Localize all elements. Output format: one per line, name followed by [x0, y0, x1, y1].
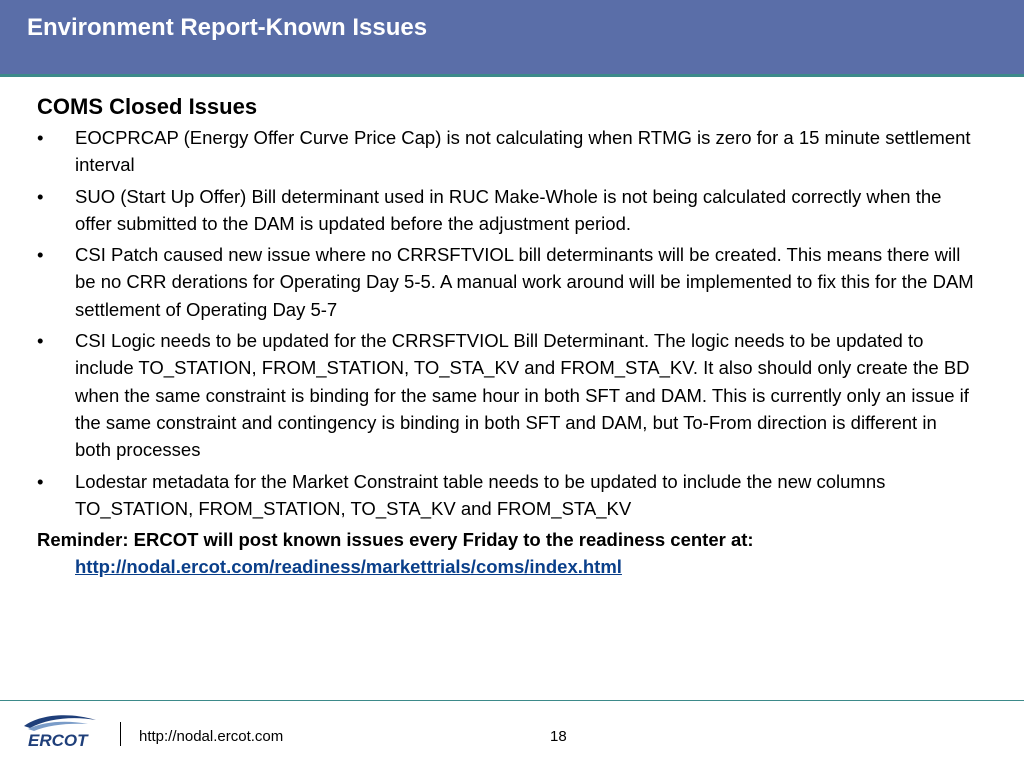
title-bar	[0, 0, 1024, 74]
footer-url: http://nodal.ercot.com	[139, 728, 284, 745]
bullet-icon: •	[37, 470, 44, 492]
list-item	[37, 183, 977, 238]
slide-title: Environment Report-Known Issues	[27, 14, 428, 41]
readiness-center-link[interactable]: http://nodal.ercot.com/readiness/markettrials/coms/index.html	[75, 556, 622, 578]
list-item	[37, 241, 977, 323]
reminder	[37, 526, 977, 581]
page-number: 18	[550, 728, 567, 745]
list-item	[37, 124, 977, 179]
list-item	[37, 468, 977, 523]
ercot-logo-icon	[18, 710, 102, 750]
issue-text: CSI Patch caused new issue where no CRRSFTVIOL bill determinants will be created. This means there will be no CRR derations for Operating Day 5-5. A manual work around will be implemented to fix this for the DAM settlement of Operating Day 5-7	[75, 244, 974, 320]
issue-text: CSI Logic needs to be updated for the CRRSFTVIOL Bill Determinant. The logic needs to be updated to include TO_STATION, FROM_STATION, TO_STA_KV and FROM_STA_KV. It also should only create the BD when the same constraint is binding for the same hour in both SFT and DAM. This is currently only an issue if the same constraint and contingency is binding in both SFT and DAM, but To-From direction is different in both processes	[75, 330, 970, 461]
logo-wordmark: ERCOT	[28, 731, 88, 750]
bullet-icon: •	[37, 330, 44, 352]
bullet-icon: •	[37, 185, 44, 207]
slide-content	[37, 93, 977, 581]
footer-separator	[120, 722, 121, 746]
section-heading: COMS Closed Issues	[37, 94, 258, 119]
issue-text: SUO (Start Up Offer) Bill determinant used in RUC Make-Whole is not being calculated correctly when the offer submitted to the DAM is updated before the adjustment period.	[75, 185, 942, 234]
reminder-link-line	[37, 553, 977, 580]
issue-list	[37, 124, 977, 522]
reminder-text: Reminder: ERCOT will post known issues every Friday to the readiness center at:	[37, 529, 754, 551]
bullet-icon: •	[37, 127, 44, 148]
title-bar-accent-line	[0, 74, 1024, 77]
ercot-logo	[18, 710, 102, 750]
footer-divider-line	[0, 700, 1024, 701]
issue-text: Lodestar metadata for the Market Constraint table needs to be updated to include the new columns TO_STATION, FROM_STATION, TO_STA_KV and FROM_STA_KV	[75, 470, 886, 519]
list-item	[37, 327, 977, 463]
issue-text: EOCPRCAP (Energy Offer Curve Price Cap) is not calculating when RTMG is zero for a 15 minute settlement interval	[75, 127, 971, 176]
bullet-icon: •	[37, 244, 44, 266]
